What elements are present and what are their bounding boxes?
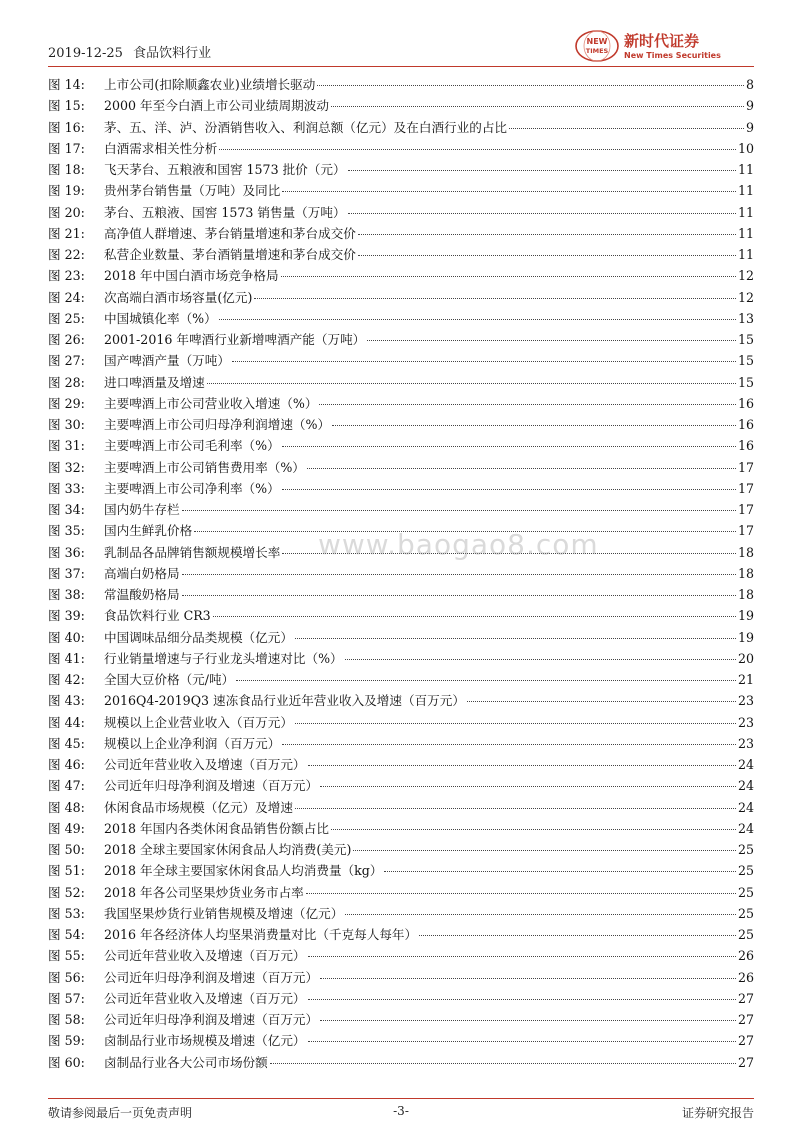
figure-title: 贵州茅台销售量（万吨）及同比 [104,183,281,199]
figure-title: 常温酸奶格局 [104,587,180,602]
dot-leader [345,659,736,660]
dot-leader [306,893,736,894]
dot-leader [308,765,736,766]
figure-page-number: 24 [737,799,754,815]
figure-title: 2018 年国内各类休闲食品销售份额占比 [104,820,329,836]
toc-entry[interactable] [48,712,754,733]
toc-entry[interactable] [48,627,754,648]
figure-number: 图 44: [48,714,85,730]
figure-title: 乳制品各品牌销售额规模增长率 [104,544,281,560]
figure-page-number: 9 [745,98,754,114]
dot-leader [282,553,736,554]
toc-entry[interactable] [48,350,754,371]
figure-number: 图 14: [48,77,85,92]
toc-entry[interactable] [48,754,754,775]
figure-page-number: 26 [737,948,754,964]
figure-title: 公司近年营业收入及增速（百万元） [104,757,306,772]
figure-number: 图 46: [48,757,85,772]
header-left [48,42,217,61]
figure-title: 次高端白酒市场容量(亿元) [104,289,253,305]
figure-page-number: 27 [737,1033,754,1049]
toc-entry[interactable] [48,95,754,116]
dot-leader [358,234,736,235]
figure-page-number: 10 [737,140,754,156]
figure-number: 图 48: [48,799,85,815]
figure-number: 图 55: [48,948,85,964]
figure-page-number: 21 [737,672,754,687]
footer-left: 敬请参阅最后一页免责声明 [48,1106,193,1120]
figure-title: 公司近年归母净利润及增速（百万元） [104,969,319,985]
figure-number: 图 38: [48,587,85,602]
dot-leader [213,616,736,617]
figure-number: 图 17: [48,140,85,156]
figure-number: 图 43: [48,693,85,709]
toc-entry[interactable] [48,924,754,945]
figure-number: 图 27: [48,353,85,369]
footer-right: 证券研究报告 [681,1106,754,1120]
figure-number: 图 39: [48,608,85,624]
dot-leader [367,340,736,341]
figure-page-number: 17 [737,459,754,475]
dot-leader [282,489,736,490]
figure-title: 飞天茅台、五粮液和国窖 1573 批价（元） [104,162,346,177]
figure-page-number: 15 [737,332,754,347]
figure-title: 2000 年至今白酒上市公司业绩周期波动 [104,98,329,114]
dot-leader [317,85,744,86]
figure-number: 图 26: [48,332,85,347]
figure-page-number: 25 [737,842,754,857]
toc-entry[interactable] [48,648,754,669]
toc-entry[interactable] [48,945,754,966]
figure-title: 2018 年中国白酒市场竞争格局 [104,268,279,284]
figure-title: 行业销量增速与子行业龙头增速对比（%） [104,650,343,666]
toc-entry[interactable] [48,159,754,180]
toc-entry[interactable] [48,669,754,690]
dot-leader [182,510,736,511]
dot-leader [219,149,736,150]
figure-number: 图 47: [48,778,85,794]
toc-entry[interactable] [48,818,754,839]
figure-title: 公司近年营业收入及增速（百万元） [104,990,306,1006]
dot-leader [282,744,736,745]
svg-text:NEW: NEW [586,37,608,46]
figure-number: 图 19: [48,183,85,199]
figure-title: 主要啤酒上市公司毛利率（%） [104,438,280,454]
figure-page-number: 18 [737,587,754,602]
toc-entry[interactable] [48,478,754,499]
figure-number: 图 15: [48,98,85,114]
dot-leader [295,808,736,809]
dot-leader [236,680,736,681]
toc-entry[interactable] [48,839,754,860]
toc-entry[interactable] [48,542,754,563]
figure-number: 图 49: [48,820,85,836]
figure-title: 白酒需求相关性分析 [104,140,218,156]
figure-number: 图 41: [48,650,85,666]
toc-entry[interactable] [48,499,754,520]
figure-title: 高净值人群增速、茅台销量增速和茅台成交价 [104,225,356,241]
toc-entry[interactable] [48,605,754,626]
figure-number: 图 58: [48,1012,85,1027]
toc-entry[interactable] [48,563,754,584]
figure-page-number: 12 [737,289,754,305]
toc-entry[interactable] [48,1009,754,1030]
dot-leader [320,786,736,787]
figure-page-number: 11 [737,225,754,241]
figure-title: 规模以上企业净利润（百万元） [104,735,281,751]
toc-entry[interactable] [48,797,754,818]
figure-number: 图 31: [48,438,85,454]
figure-page-number: 24 [737,820,754,836]
toc-entry[interactable] [48,265,754,286]
dot-leader [348,213,736,214]
figure-title: 主要啤酒上市公司净利率（%） [104,480,280,496]
dot-leader [308,999,736,1000]
figure-title: 卤制品行业市场规模及增速（亿元） [104,1033,306,1049]
dot-leader [219,319,736,320]
figure-page-number: 17 [737,480,754,496]
figure-page-number: 16 [737,395,754,411]
figure-page-number: 25 [737,863,754,879]
figure-title: 公司近年归母净利润及增速（百万元） [104,778,319,794]
toc-entry[interactable] [48,180,754,201]
dot-leader [207,383,736,384]
figure-page-number: 11 [737,247,754,262]
figure-page-number: 16 [737,438,754,454]
figure-number: 图 34: [48,502,85,517]
figure-title: 休闲食品市场规模（亿元）及增速 [104,799,293,815]
figure-page-number: 11 [737,162,754,177]
figure-title: 卤制品行业各大公司市场份额 [104,1054,268,1070]
figure-page-number: 17 [737,502,754,517]
figure-page-number: 23 [737,735,754,751]
toc-entry[interactable] [48,287,754,308]
figure-number: 图 59: [48,1033,85,1049]
figure-title: 高端白奶格局 [104,565,180,581]
figure-page-number: 23 [737,693,754,709]
figure-title: 公司近年归母净利润及增速（百万元） [104,1012,319,1027]
toc-entry[interactable] [48,329,754,350]
figure-title: 进口啤酒量及增速 [104,374,205,390]
report-date: 2019-12-25 [48,46,123,61]
page-number: -3- [393,1104,409,1118]
dot-leader [332,425,736,426]
figure-number: 图 40: [48,629,85,645]
figure-page-number: 24 [737,757,754,772]
dot-leader [281,276,736,277]
figure-page-number: 19 [737,608,754,624]
industry-name: 食品饮料行业 [133,46,212,61]
figure-title: 2018 年全球主要国家休闲食品人均消费量（kg） [104,863,383,879]
dot-leader [295,638,736,639]
toc-entry[interactable] [48,520,754,541]
dot-leader [307,468,736,469]
dot-leader [384,871,736,872]
company-logo [574,26,754,66]
toc-entry[interactable] [48,74,754,95]
figure-page-number: 25 [737,884,754,900]
figure-number: 图 37: [48,565,85,581]
toc-entry[interactable] [48,1030,754,1051]
figure-page-number: 12 [737,268,754,284]
dot-leader [270,1063,736,1064]
figure-title: 国内生鲜乳价格 [104,523,193,539]
figure-title: 2018 年各公司坚果炒货业务市占率 [104,884,304,900]
figure-page-number: 15 [737,374,754,390]
figure-number: 图 25: [48,310,85,326]
figure-number: 图 29: [48,395,85,411]
dot-leader [320,1020,736,1021]
figure-title: 国产啤酒产量（万吨） [104,353,230,369]
figure-title: 主要啤酒上市公司归母净利润增速（%） [104,417,331,432]
figure-title: 茅、五、洋、泸、汾酒销售收入、利润总额（亿元）及在白酒行业的占比 [104,119,507,135]
dot-leader [419,935,736,936]
figure-number: 图 56: [48,969,85,985]
figure-title: 2016Q4-2019Q3 速冻食品行业近年营业收入及增速（百万元） [104,693,465,709]
figure-number: 图 53: [48,905,85,921]
figure-page-number: 11 [737,183,754,199]
toc-entry[interactable] [48,775,754,796]
figure-number: 图 22: [48,247,85,262]
figure-page-number: 18 [737,544,754,560]
figure-number: 图 23: [48,268,85,284]
figure-title: 国内奶牛存栏 [104,502,180,517]
toc-entry[interactable] [48,967,754,988]
figure-page-number: 18 [737,565,754,581]
toc-entry[interactable] [48,223,754,244]
figure-number: 图 57: [48,990,85,1006]
figure-page-number: 24 [737,778,754,794]
figure-number: 图 36: [48,544,85,560]
figure-title: 2001-2016 年啤酒行业新增啤酒产能（万吨） [104,332,366,347]
figure-page-number: 16 [737,417,754,432]
header-divider [48,66,754,67]
toc-entry[interactable] [48,903,754,924]
figure-title: 私营企业数量、茅台酒销量增速和茅台成交价 [104,247,356,262]
toc-entry[interactable] [48,372,754,393]
figure-title: 上市公司(扣除顺鑫农业)业绩增长驱动 [104,77,316,92]
toc-entry[interactable] [48,690,754,711]
figure-title: 全国大豆价格（元/吨） [104,672,235,687]
figure-number: 图 51: [48,863,85,879]
figure-page-number: 9 [745,119,754,135]
figure-number: 图 24: [48,289,85,305]
toc-entry[interactable] [48,584,754,605]
figure-number: 图 30: [48,417,85,432]
figure-number: 图 54: [48,927,85,942]
figure-page-number: 15 [737,353,754,369]
toc-entry[interactable] [48,435,754,456]
figure-title: 2016 年各经济体人均坚果消费量对比（千克每人每年） [104,927,418,942]
header [48,26,754,66]
figure-page-number: 11 [737,204,754,220]
dot-leader [348,170,736,171]
dot-leader [295,723,736,724]
dot-leader [331,829,736,830]
dot-leader [353,850,736,851]
toc-entry[interactable] [48,117,754,138]
figure-number: 图 60: [48,1054,85,1070]
figure-number: 图 35: [48,523,85,539]
figure-title: 规模以上企业营业收入（百万元） [104,714,293,730]
figure-page-number: 25 [737,905,754,921]
figure-page-number: 17 [737,523,754,539]
figure-number: 图 42: [48,672,85,687]
figure-number: 图 20: [48,204,85,220]
toc-entry[interactable] [48,244,754,265]
dot-leader [194,531,736,532]
dot-leader [254,298,736,299]
figure-title: 我国坚果炒货行业销售规模及增速（亿元） [104,905,344,921]
dot-leader [320,978,736,979]
toc-entry[interactable] [48,860,754,881]
figure-number: 图 28: [48,374,85,390]
toc-entry[interactable] [48,1052,754,1073]
figure-title: 主要啤酒上市公司销售费用率（%） [104,459,305,475]
toc-entry[interactable] [48,457,754,478]
toc-entry[interactable] [48,733,754,754]
dot-leader [358,255,736,256]
figure-page-number: 23 [737,714,754,730]
dot-leader [319,404,736,405]
toc-entry[interactable] [48,202,754,223]
figure-title: 茅台、五粮液、国窖 1573 销售量（万吨） [104,204,346,220]
figure-title: 主要啤酒上市公司营业收入增速（%） [104,395,318,411]
figure-number: 图 50: [48,842,85,857]
figure-number: 图 18: [48,162,85,177]
figure-page-number: 27 [737,990,754,1006]
logo-chinese-name: 新时代证券 [624,32,700,50]
footer-divider [48,1098,754,1099]
dot-leader [308,1041,736,1042]
figure-page-number: 8 [745,77,754,92]
figure-page-number: 20 [737,650,754,666]
dot-leader [282,446,736,447]
toc-entry[interactable] [48,414,754,435]
dot-leader [182,595,736,596]
dot-leader [182,574,736,575]
toc-entry[interactable] [48,988,754,1009]
logo-mark-icon [574,28,620,64]
figure-number: 图 52: [48,884,85,900]
toc-entry[interactable] [48,138,754,159]
figure-page-number: 25 [737,927,754,942]
figure-title: 中国城镇化率（%） [104,310,217,326]
dot-leader [509,128,744,129]
figure-number: 图 33: [48,480,85,496]
figure-title: 食品饮料行业 CR3 [104,608,211,624]
figure-title: 公司近年营业收入及增速（百万元） [104,948,306,964]
figure-number: 图 45: [48,735,85,751]
figure-page-number: 13 [737,310,754,326]
figure-title: 中国调味品细分品类规模（亿元） [104,629,293,645]
logo-english-name: New Times Securities [624,51,721,60]
toc-entry[interactable] [48,308,754,329]
dot-leader [467,701,736,702]
figure-page-number: 19 [737,629,754,645]
figure-list [48,74,754,1073]
dot-leader [345,914,736,915]
figure-title: 2018 全球主要国家休闲食品人均消费(美元) [104,842,352,857]
figure-page-number: 26 [737,969,754,985]
dot-leader [232,361,736,362]
toc-entry[interactable] [48,882,754,903]
figure-page-number: 27 [737,1012,754,1027]
watermark-text: www.baogao8.com [318,528,599,561]
figure-number: 图 32: [48,459,85,475]
svg-text:TIMES: TIMES [585,47,609,55]
figure-page-number: 27 [737,1054,754,1070]
dot-leader [308,956,736,957]
dot-leader [282,191,736,192]
toc-entry[interactable] [48,393,754,414]
dot-leader [331,106,744,107]
figure-number: 图 21: [48,225,85,241]
figure-number: 图 16: [48,119,85,135]
